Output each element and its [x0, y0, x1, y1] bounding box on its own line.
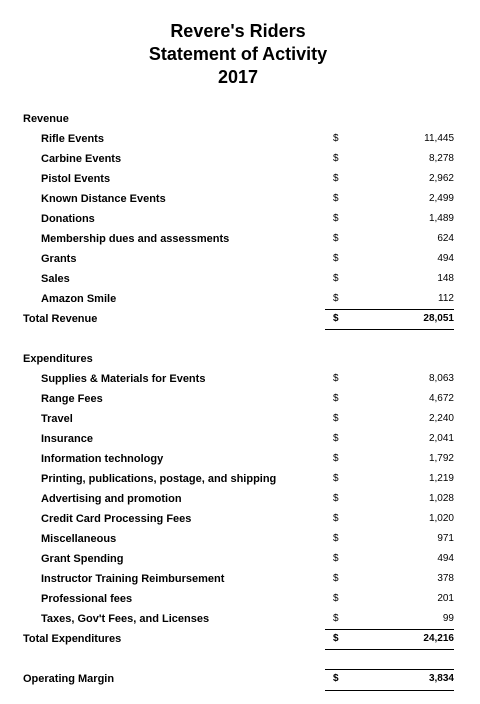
currency-symbol: $ — [333, 473, 339, 484]
line-item-amount: 1,792 — [428, 453, 454, 464]
section-heading: Expenditures — [23, 353, 93, 365]
organization-name: Revere's Riders — [170, 21, 306, 41]
line-item-label: Grant Spending — [41, 553, 124, 565]
currency-symbol: $ — [333, 253, 339, 264]
line-item-row — [0, 590, 480, 610]
line-item-label: Supplies & Materials for Events — [41, 373, 206, 385]
line-item-amount: 11,445 — [424, 133, 454, 144]
line-item-amount: 1,020 — [428, 513, 454, 524]
line-item-amount: 1,028 — [428, 493, 454, 504]
line-item-label: Grants — [41, 253, 77, 265]
line-item-row — [0, 390, 480, 410]
total-revenue-amount: 28,051 — [423, 313, 454, 324]
currency-symbol: $ — [333, 413, 339, 424]
total-revenue-row — [0, 310, 480, 330]
line-item-amount: 494 — [437, 553, 454, 564]
currency-symbol: $ — [333, 533, 339, 544]
line-item-row — [0, 190, 480, 210]
line-item-row — [0, 130, 480, 150]
currency-symbol: $ — [333, 633, 339, 644]
section-heading: Revenue — [23, 113, 69, 125]
total-expenditures-row — [0, 630, 480, 650]
line-item-row — [0, 290, 480, 310]
line-item-amount: 2,499 — [428, 193, 454, 204]
currency-symbol: $ — [333, 493, 339, 504]
currency-symbol: $ — [333, 173, 339, 184]
line-item-row — [0, 470, 480, 490]
line-item-amount: 201 — [437, 593, 454, 604]
line-item-amount: 112 — [438, 293, 454, 304]
revenue-total-rule — [325, 329, 454, 330]
line-item-label: Pistol Events — [41, 173, 111, 185]
currency-symbol: $ — [333, 133, 339, 144]
total-revenue-label: Total Revenue — [23, 313, 98, 325]
currency-symbol: $ — [333, 393, 339, 404]
statement-year: 2017 — [217, 67, 259, 87]
line-item-label: Known Distance Events — [41, 193, 166, 205]
currency-symbol: $ — [333, 433, 339, 444]
currency-symbol: $ — [333, 673, 339, 684]
line-item-amount: 1,489 — [428, 213, 454, 224]
currency-symbol: $ — [333, 593, 339, 604]
currency-symbol: $ — [333, 453, 339, 464]
line-item-amount: 1,219 — [428, 473, 454, 484]
statement-title: Statement of Activity — [148, 44, 328, 64]
line-item-row — [0, 570, 480, 590]
line-item-row — [0, 430, 480, 450]
total-expenditures-amount: 24,216 — [423, 633, 454, 644]
line-item-row — [0, 230, 480, 250]
operating-margin-bottom-rule — [325, 690, 454, 691]
line-item-row — [0, 510, 480, 530]
line-item-row — [0, 270, 480, 290]
line-item-label: Carbine Events — [41, 153, 122, 165]
line-item-label: Insurance — [41, 433, 93, 445]
operating-margin-label: Operating Margin — [23, 673, 115, 685]
line-item-label: Rifle Events — [41, 133, 104, 145]
currency-symbol: $ — [333, 553, 339, 564]
line-item-label: Instructor Training Reimbursement — [41, 573, 225, 585]
line-item-row — [0, 530, 480, 550]
expenditures-heading — [0, 350, 480, 370]
line-item-row — [0, 150, 480, 170]
operating-margin-row — [0, 670, 480, 690]
line-item-label: Membership dues and assessments — [41, 233, 230, 245]
line-item-amount: 148 — [437, 273, 454, 284]
line-item-amount: 624 — [437, 233, 454, 244]
line-item-label: Amazon Smile — [41, 293, 117, 305]
line-item-row — [0, 610, 480, 630]
currency-symbol: $ — [333, 233, 339, 244]
line-item-label: Donations — [41, 213, 95, 225]
line-item-row — [0, 410, 480, 430]
currency-symbol: $ — [333, 513, 339, 524]
line-item-row — [0, 250, 480, 270]
currency-symbol: $ — [333, 613, 339, 624]
line-item-amount: 494 — [437, 253, 454, 264]
operating-margin-amount: 3,834 — [428, 673, 454, 684]
line-item-label: Professional fees — [41, 593, 133, 605]
line-item-amount: 2,962 — [428, 173, 454, 184]
currency-symbol: $ — [333, 373, 339, 384]
line-item-amount: 2,041 — [428, 433, 454, 444]
line-item-row — [0, 210, 480, 230]
line-item-row — [0, 170, 480, 190]
line-item-label: Range Fees — [41, 393, 103, 405]
line-item-label: Advertising and promotion — [41, 493, 182, 505]
line-item-row — [0, 490, 480, 510]
currency-symbol: $ — [333, 213, 339, 224]
currency-symbol: $ — [333, 573, 339, 584]
line-item-amount: 378 — [437, 573, 454, 584]
currency-symbol: $ — [333, 193, 339, 204]
revenue-heading — [0, 110, 480, 130]
currency-symbol: $ — [333, 273, 339, 284]
total-expenditures-label: Total Expenditures — [23, 633, 122, 645]
line-item-label: Miscellaneous — [41, 533, 117, 545]
line-item-amount: 8,278 — [428, 153, 454, 164]
line-item-amount: 4,672 — [428, 393, 454, 404]
line-item-amount: 2,240 — [428, 413, 454, 424]
line-item-label: Information technology — [41, 453, 164, 465]
currency-symbol: $ — [333, 153, 339, 164]
line-item-amount: 8,063 — [428, 373, 454, 384]
line-item-label: Taxes, Gov't Fees, and Licenses — [41, 613, 210, 625]
expenditures-total-rule — [325, 649, 454, 650]
line-item-row — [0, 550, 480, 570]
line-item-label: Credit Card Processing Fees — [41, 513, 192, 525]
line-item-label: Sales — [41, 273, 70, 285]
line-item-amount: 99 — [442, 613, 454, 624]
currency-symbol: $ — [333, 293, 339, 304]
line-item-label: Travel — [41, 413, 73, 425]
line-item-label: Printing, publications, postage, and shipping — [41, 473, 277, 485]
currency-symbol: $ — [333, 313, 339, 324]
line-item-row — [0, 370, 480, 390]
line-item-amount: 971 — [437, 533, 454, 544]
line-item-row — [0, 450, 480, 470]
